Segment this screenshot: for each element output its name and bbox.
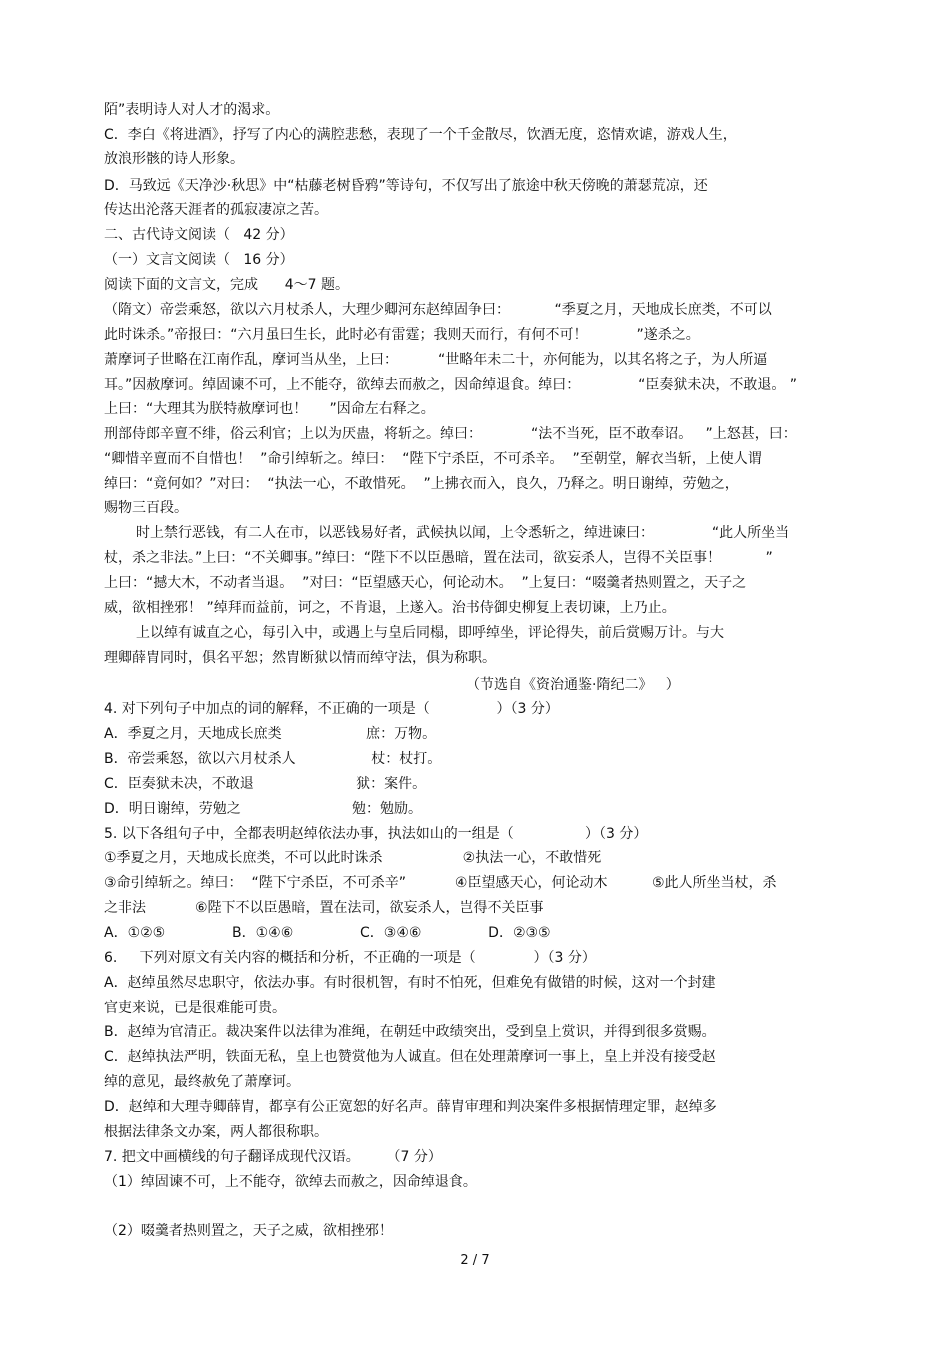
translation-item-1: （1）绰固谏不可，上不能夺，欲绰去而赦之，因命绰退食。 [104,1174,477,1190]
option-line: 之非法 ⑥陛下不以臣愚暗，置在法司，欲妄杀人，岂得不关臣事 [104,900,544,916]
text-line: 放浪形骸的诗人形象。 [104,151,244,167]
option-line: D．赵绰和大理寺卿薛胄，都享有公正宽恕的好名声。薛胄审理和判决案件多根据情理定罪，赵绰多 [104,1099,717,1115]
passage-line: （隋文）帝尝乘怒，欲以六月杖杀人，大理少卿河东赵绰固争曰： “季夏之月，天地成长庶类，不可以 [104,302,772,318]
option-line: C．赵绰执法严明，铁面无私，皇上也赞赏他为人诚直。但在处理萧摩诃一事上，皇上并没有接受赵 [104,1049,716,1065]
option-line: C．臣奏狱未决，不敢退 狱：案件。 [104,776,427,792]
text-line: 传达出沦落天涯者的孤寂凄凉之苦。 [104,202,328,218]
question-5: 5. 以下各组句子中，全都表明赵绰依法办事，执法如山的一组是（ ）（3 分） [104,826,648,842]
instruction-line: 阅读下面的文言文，完成 4～7 题。 [104,277,349,293]
passage-line: 此时诛杀。”帝报曰：“六月虽曰生长，此时必有雷霆；我则天而行，有何不可！ ”遂杀之。 [104,327,700,343]
text-line: C．李白《将进酒》，抒写了内心的满腔悲愁，表现了一个千金散尽，饮酒无度，恣情欢谑，游戏人生， [104,127,737,143]
question-6: 6. 下列对原文有关内容的概括和分析，不正确的一项是（ ）（3 分） [104,950,596,966]
source-citation: （节选自《资治通鉴·隋纪二》 ） [466,677,680,693]
passage-line: 时上禁行恶钱，有二人在市，以恶钱易好者，武候执以闻，上令悉斩之，绰进谏曰： “此人所坐当 [136,525,790,541]
passage-line: 刑部侍郎辛亶不绯，俗云利官；上以为厌蛊，将斩之。绰曰： “法不当死，臣不敢奉诏。 ”上怒甚，曰： [104,426,797,442]
option-line: 官吏来说，已是很难能可贵。 [104,1000,286,1016]
section-heading: 二、古代诗文阅读（ 42 分） [104,227,294,243]
passage-line: 萧摩诃子世略在江南作乱，摩诃当从坐，上曰： “世略年未二十，亦何能为，以其名将之子，为人所逼 [104,352,768,368]
passage-line: 上曰：“大理其为朕特赦摩诃也！ ”因命左右释之。 [104,401,435,417]
page-number: 2 / 7 [460,1253,490,1268]
passage-line: “卿惜辛亶而不自惜也！ ”命引绰斩之。绰曰： “陛下宁杀臣，不可杀辛。 ”至朝堂，解衣当斩，上使人谓 [104,451,762,467]
question-4: 4. 对下列句子中加点的词的解释，不正确的一项是（ ）（3 分） [104,701,559,717]
passage-line: 绰曰：“竟何如？”对曰： “执法一心，不敢惜死。 ”上拂衣而入，良久，乃释之。明日谢绰，劳勉之， [104,476,739,492]
question-7: 7. 把文中画横线的句子翻译成现代汉语。 （7 分） [104,1149,442,1165]
passage-line: 威，欲相挫邪！ ”绰拜而益前，诃之，不肯退，上遂入。治书侍御史柳复上表切谏，上乃止。 [104,600,676,616]
passage-line: 理卿薛胄同时，俱名平恕；然胄断狱以情而绰守法，俱为称职。 [104,650,496,666]
option-line: A．季夏之月，天地成长庶类 庶：万物。 [104,726,437,742]
passage-line: 赐物三百段。 [104,500,188,516]
passage-line: 杖，杀之非法。”上曰：“不关卿事。”绰曰：“陛下不以臣愚暗，置在法司，欲妄杀人，岂得不关臣事！ ” [104,550,773,566]
option-line: 根据法律条文办案，两人都很称职。 [104,1124,328,1140]
passage-line: 上曰：“撼大木，不动者当退。 ”对曰：“臣望感天心，何论动木。 ”上复曰：“啜羹者热则置之，天子之 [104,575,747,591]
option-line: B．帝尝乘怒，欲以六月杖杀人 杖：杖打。 [104,751,442,767]
answer-choices: A．①②⑤ B．①④⑥ C．③④⑥ D．②③⑤ [104,925,551,941]
option-line: D．明日谢绰，劳勉之 勉：勉励。 [104,801,423,817]
subsection-heading: （一）文言文阅读（ 16 分） [104,252,294,268]
text-line: 陌”表明诗人对人才的渴求。 [104,102,280,118]
translation-item-2: （2）啜羹者热则置之，天子之威，欲相挫邪！ [104,1223,393,1239]
option-line: B．赵绰为官清正。裁决案件以法律为准绳，在朝廷中政绩突出，受到皇上赏识，并得到很多赏赐。 [104,1024,716,1040]
passage-line: 上以绰有诚直之心，每引入中，或遇上与皇后同榻，即呼绰坐，评论得失，前后赏赐万计。与大 [136,625,724,641]
option-line: ①季夏之月，天地成长庶类，不可以此时诛杀 ②执法一心，不敢惜死 [104,850,602,866]
text-line: D．马致远《天净沙·秋思》中“枯藤老树昏鸦”等诗句，不仅写出了旅途中秋天傍晚的萧瑟荒凉，还 [104,178,708,194]
option-line: 绰的意见，最终赦免了萧摩诃。 [104,1074,300,1090]
option-line: A．赵绰虽然尽忠职守，依法办事。有时很机智，有时不怕死，但难免有做错的时候，这对一个封建 [104,975,716,991]
option-line: ③命引绰斩之。绰曰： “陛下宁杀臣，不可杀辛” ④臣望感天心，何论动木 ⑤此人所坐当杖，杀 [104,875,777,891]
passage-line: 耳。”因赦摩诃。绰固谏不可，上不能夺，欲绰去而赦之，因命绰退食。绰曰： “臣奏狱未决，不敢退。 ” [104,377,798,393]
